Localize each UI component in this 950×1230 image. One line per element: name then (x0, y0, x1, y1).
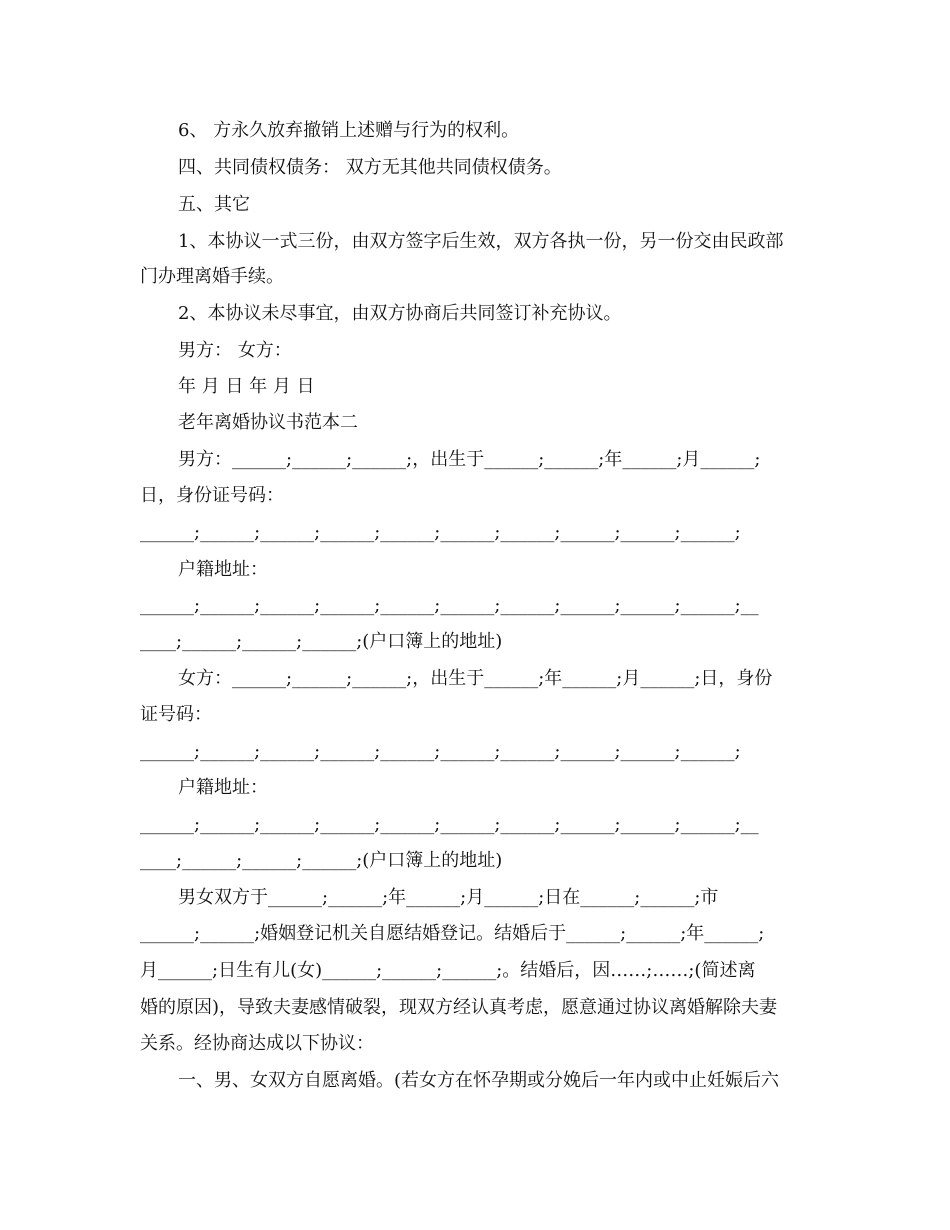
blank-field-line: ______;______;______;______;______;______;______;______;______;______;__ (140, 814, 759, 835)
text-line: ____;______;______;______;(户口簿上的地址) (140, 850, 503, 871)
text-line: 五、其它 (178, 194, 250, 215)
text-line: 关系。经协商达成以下协议： (140, 1033, 374, 1054)
text-line: 户籍地址： (178, 777, 268, 798)
text-line: 一、男、女双方自愿离婚。(若女方在怀孕期或分娩后一年内或中止妊娠后六 (178, 1070, 780, 1091)
blank-field-line: ______;______;______;______;______;______;______;______;______;______; (140, 741, 741, 762)
text-line: ____;______;______;______;(户口簿上的地址) (140, 631, 503, 652)
blank-field-line: ______;______;______;______;______;______;______;______;______;______; (140, 522, 741, 543)
text-line: 女方：______;______;______;，出生于______;年______;月______;日，身份 (178, 668, 773, 689)
section-title: 老年离婚协议书范本二 (178, 412, 358, 433)
text-line: 6、 方永久放弃撤销上述赠与行为的权利。 (178, 120, 520, 141)
text-line: ______;______;婚姻登记机关自愿结婚登记。结婚后于______;______;年______; (140, 923, 765, 944)
text-line: 1、本协议一式三份，由双方签字后生效，双方各执一份，另一份交由民政部 (178, 231, 784, 252)
text-line: 年 月 日 年 月 日 (178, 376, 315, 397)
text-line: 婚的原因)，导致夫妻感情破裂，现双方经认真考虑，愿意通过协议离婚解除夫妻 (140, 997, 778, 1018)
text-line: 男方： 女方： (178, 340, 292, 361)
text-line: 日，身份证号码： (140, 485, 284, 506)
text-line: 户籍地址： (178, 559, 268, 580)
text-line: 2、本协议未尽事宜，由双方协商后共同签订补充协议。 (178, 303, 622, 324)
text-line: 四、共同债权债务： 双方无其他共同债权债务。 (178, 157, 562, 178)
blank-field-line: ______;______;______;______;______;______;______;______;______;______;__ (140, 595, 759, 616)
text-line: 月______;日生有儿(女)______;______;______;。结婚后，因……;……;(简述离 (140, 960, 756, 981)
text-line: 男方：______;______;______;，出生于______;______;年______;月______; (178, 449, 761, 470)
text-line: 门办理离婚手续。 (140, 266, 284, 287)
text-line: 男女双方于______;______;年______;月______;日在______;______;市 (178, 887, 719, 908)
text-line: 证号码： (140, 704, 212, 725)
